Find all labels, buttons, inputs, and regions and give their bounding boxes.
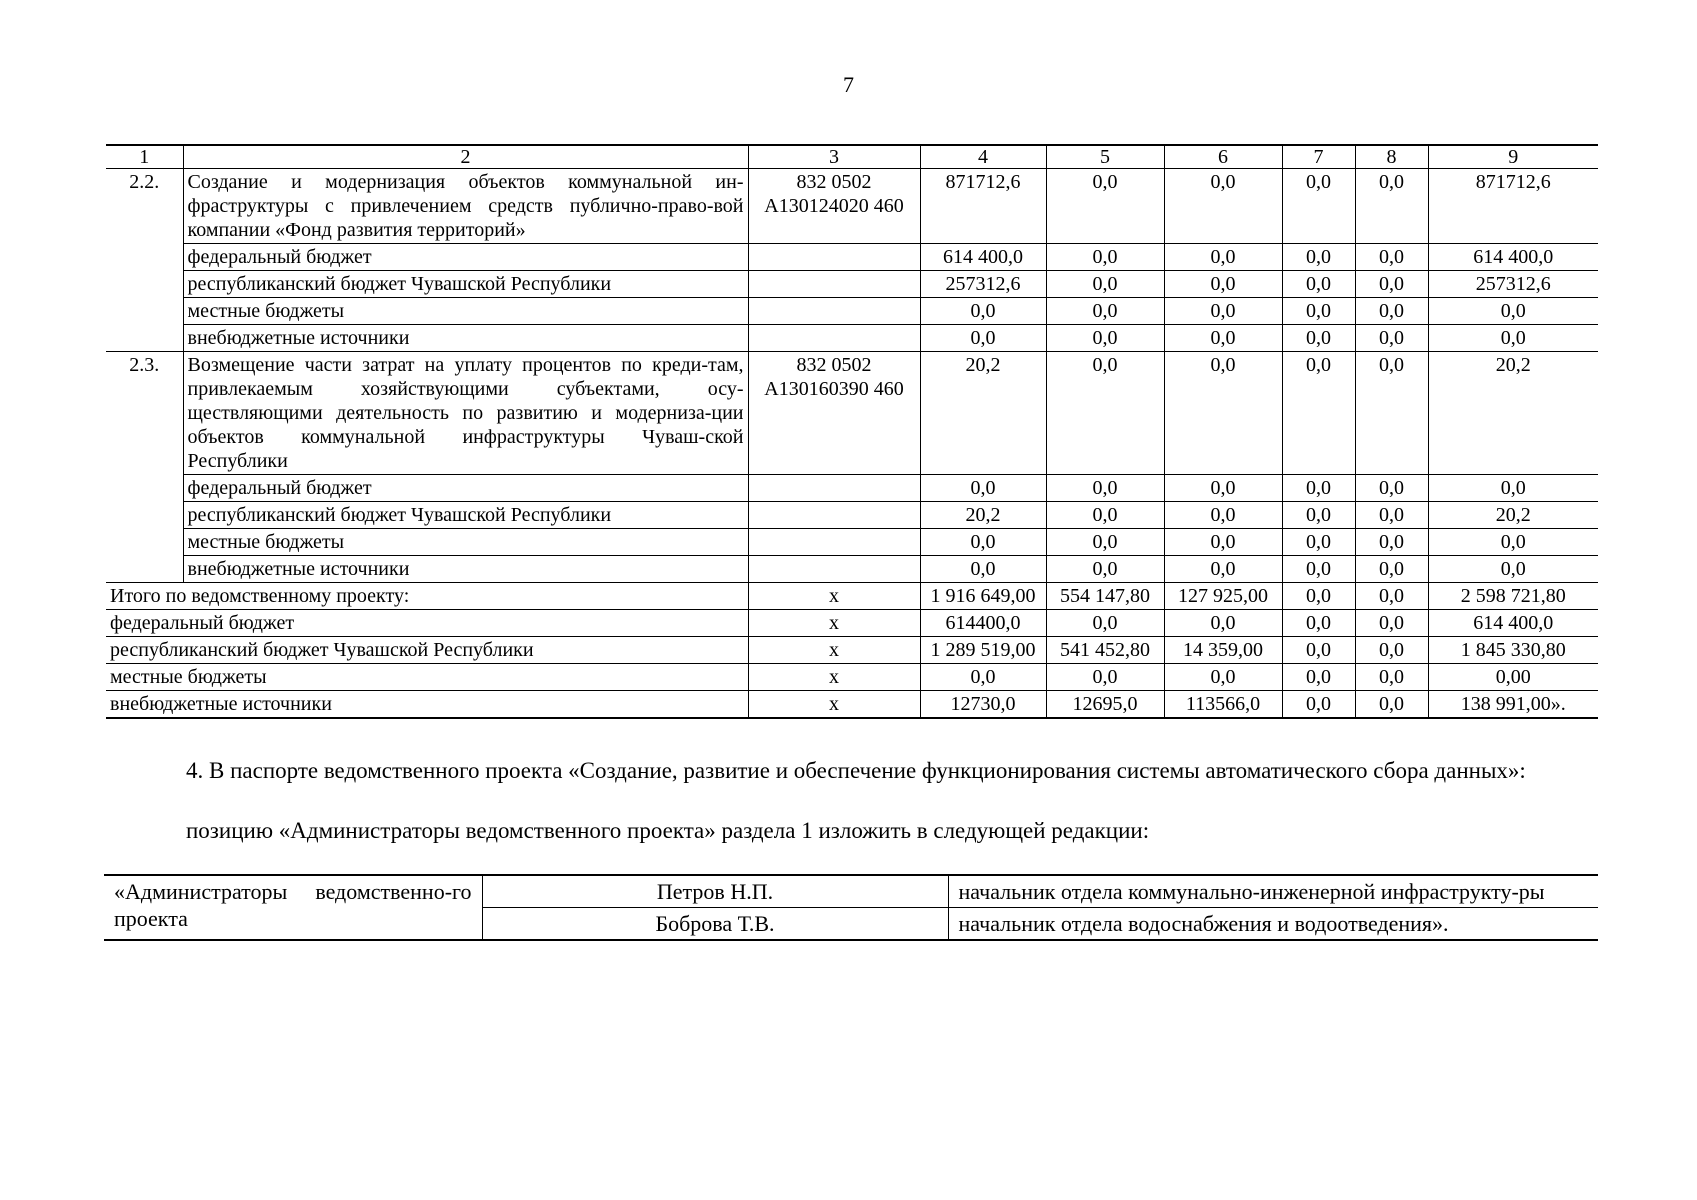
page-number: 7 (843, 72, 854, 97)
value-cell: 0,0 (1282, 244, 1355, 271)
value-cell: 0,0 (1046, 610, 1164, 637)
funding-source-label: местные бюджеты (183, 529, 748, 556)
funding-source-label: внебюджетные источники (183, 325, 748, 352)
funding-source-label: республиканский бюджет Чувашской Республики (183, 271, 748, 298)
value-cell: 14 359,00 (1164, 637, 1282, 664)
value-cell: 0,0 (1355, 637, 1428, 664)
table-row (106, 556, 1598, 583)
column-header: 8 (1355, 145, 1428, 169)
value-cell: 614 400,0 (920, 244, 1046, 271)
admin-name: Боброва Т.В. (482, 908, 948, 941)
value-cell: 0,0 (1282, 475, 1355, 502)
budget-code (748, 502, 920, 529)
value-cell: 0,0 (1046, 529, 1164, 556)
column-header: 1 (106, 145, 183, 169)
value-cell: 0,0 (1046, 244, 1164, 271)
column-header: 9 (1428, 145, 1598, 169)
budget-code (748, 529, 920, 556)
value-cell: 0,0 (1046, 664, 1164, 691)
table-row (106, 529, 1598, 556)
value-cell: 12730,0 (920, 691, 1046, 719)
table-row (106, 475, 1598, 502)
item-description: Возмещение части затрат на уплату процентов по креди-там, привлекаемым хозяйствующими субъектами, осу-ществляющими деятельность по развитию и модерниза-ции объектов коммунальной инфраструктуры Чуваш-ской Республики (183, 352, 748, 475)
value-cell: 0,0 (1164, 244, 1282, 271)
total-row (106, 637, 1598, 664)
value-cell: 1 845 330,80 (1428, 637, 1598, 664)
budget-code (748, 244, 920, 271)
budget-code: х (748, 637, 920, 664)
value-cell: 871712,6 (1428, 169, 1598, 244)
table-row (106, 298, 1598, 325)
total-label: республиканский бюджет Чувашской Республики (106, 637, 748, 664)
admin-label: «Администраторы ведомственно-го проекта (104, 875, 482, 940)
column-header: 3 (748, 145, 920, 169)
funding-source-label: местные бюджеты (183, 298, 748, 325)
value-cell: 0,0 (1282, 556, 1355, 583)
value-cell: 0,0 (1282, 352, 1355, 475)
value-cell: 0,00 (1428, 664, 1598, 691)
value-cell: 0,0 (920, 556, 1046, 583)
budget-code (748, 271, 920, 298)
table-row (106, 502, 1598, 529)
table-row (106, 271, 1598, 298)
value-cell: 0,0 (1355, 475, 1428, 502)
value-cell: 0,0 (1164, 475, 1282, 502)
value-cell: 0,0 (1282, 637, 1355, 664)
total-row (106, 610, 1598, 637)
value-cell: 2 598 721,80 (1428, 583, 1598, 610)
value-cell: 0,0 (1282, 610, 1355, 637)
column-header: 7 (1282, 145, 1355, 169)
table-row (106, 352, 1598, 475)
value-cell: 0,0 (1282, 583, 1355, 610)
total-label: федеральный бюджет (106, 610, 748, 637)
value-cell: 0,0 (1046, 169, 1164, 244)
value-cell: 0,0 (1355, 556, 1428, 583)
budget-code (748, 298, 920, 325)
paragraph-item-4: 4. В паспорте ведомственного проекта «Создание, развитие и обеспечение функционирования системы автоматического сбора данных»: (186, 758, 1526, 783)
value-cell: 871712,6 (920, 169, 1046, 244)
budget-table (106, 144, 1598, 719)
value-cell: 0,0 (1046, 271, 1164, 298)
column-header: 6 (1164, 145, 1282, 169)
value-cell: 0,0 (1355, 298, 1428, 325)
value-cell: 0,0 (920, 475, 1046, 502)
value-cell: 0,0 (920, 325, 1046, 352)
value-cell: 0,0 (1164, 352, 1282, 475)
value-cell: 0,0 (1164, 556, 1282, 583)
value-cell: 20,2 (1428, 502, 1598, 529)
admin-row (104, 875, 1598, 908)
value-cell: 1 289 519,00 (920, 637, 1046, 664)
table-row (106, 244, 1598, 271)
value-cell: 0,0 (1428, 298, 1598, 325)
value-cell: 0,0 (1164, 529, 1282, 556)
value-cell: 0,0 (1282, 664, 1355, 691)
value-cell: 0,0 (1282, 502, 1355, 529)
value-cell: 614400,0 (920, 610, 1046, 637)
item-number: 2.3. (106, 352, 183, 583)
value-cell: 0,0 (1046, 475, 1164, 502)
value-cell: 614 400,0 (1428, 244, 1598, 271)
budget-code: х (748, 610, 920, 637)
value-cell: 0,0 (1282, 298, 1355, 325)
value-cell: 0,0 (1164, 325, 1282, 352)
value-cell: 20,2 (1428, 352, 1598, 475)
table-row (106, 169, 1598, 244)
column-header: 2 (183, 145, 748, 169)
value-cell: 127 925,00 (1164, 583, 1282, 610)
budget-code (748, 556, 920, 583)
value-cell: 0,0 (1428, 325, 1598, 352)
funding-source-label: федеральный бюджет (183, 244, 748, 271)
value-cell: 0,0 (1282, 271, 1355, 298)
value-cell: 541 452,80 (1046, 637, 1164, 664)
value-cell: 1 916 649,00 (920, 583, 1046, 610)
value-cell: 257312,6 (920, 271, 1046, 298)
admin-position: начальник отдела водоснабжения и водоотведения». (948, 908, 1598, 941)
column-header: 5 (1046, 145, 1164, 169)
value-cell: 0,0 (1164, 271, 1282, 298)
total-label: внебюджетные источники (106, 691, 748, 719)
value-cell: 0,0 (1164, 664, 1282, 691)
funding-source-label: федеральный бюджет (183, 475, 748, 502)
budget-code: х (748, 664, 920, 691)
value-cell: 0,0 (1355, 583, 1428, 610)
budget-code: 832 0502 А130124020 460 (748, 169, 920, 244)
value-cell: 0,0 (1282, 169, 1355, 244)
value-cell: 0,0 (1428, 529, 1598, 556)
column-header: 4 (920, 145, 1046, 169)
value-cell: 257312,6 (1428, 271, 1598, 298)
value-cell: 0,0 (1164, 610, 1282, 637)
value-cell: 12695,0 (1046, 691, 1164, 719)
table-header-row (106, 145, 1598, 169)
value-cell: 0,0 (1355, 169, 1428, 244)
total-row (106, 691, 1598, 719)
value-cell: 20,2 (920, 502, 1046, 529)
value-cell: 554 147,80 (1046, 583, 1164, 610)
admin-position: начальник отдела коммунально-инженерной инфраструкту-ры (948, 875, 1598, 908)
value-cell: 20,2 (920, 352, 1046, 475)
value-cell: 0,0 (1282, 529, 1355, 556)
value-cell: 0,0 (1046, 298, 1164, 325)
item-description: Создание и модернизация объектов коммунальной ин-фраструктуры с привлечением средств публично-право-вой компании «Фонд развития территорий» (183, 169, 748, 244)
value-cell: 0,0 (1164, 298, 1282, 325)
value-cell: 0,0 (1164, 502, 1282, 529)
value-cell: 0,0 (1046, 352, 1164, 475)
value-cell: 0,0 (1355, 244, 1428, 271)
funding-source-label: республиканский бюджет Чувашской Республики (183, 502, 748, 529)
total-row (106, 583, 1598, 610)
budget-code (748, 325, 920, 352)
value-cell: 113566,0 (1164, 691, 1282, 719)
budget-code: 832 0502 А130160390 460 (748, 352, 920, 475)
value-cell: 0,0 (1164, 169, 1282, 244)
administrators-table (104, 874, 1598, 941)
value-cell: 0,0 (1355, 502, 1428, 529)
table-row (106, 325, 1598, 352)
value-cell: 0,0 (1355, 529, 1428, 556)
total-label: Итого по ведомственному проекту: (106, 583, 748, 610)
value-cell: 0,0 (1355, 271, 1428, 298)
value-cell: 0,0 (1355, 691, 1428, 719)
value-cell: 0,0 (1355, 325, 1428, 352)
value-cell: 0,0 (1282, 325, 1355, 352)
value-cell: 0,0 (1428, 475, 1598, 502)
total-row (106, 664, 1598, 691)
value-cell: 0,0 (1046, 502, 1164, 529)
value-cell: 0,0 (1428, 556, 1598, 583)
budget-code: х (748, 583, 920, 610)
value-cell: 0,0 (1282, 691, 1355, 719)
value-cell: 0,0 (920, 298, 1046, 325)
value-cell: 0,0 (1046, 325, 1164, 352)
value-cell: 138 991,00». (1428, 691, 1598, 719)
budget-code (748, 475, 920, 502)
total-label: местные бюджеты (106, 664, 748, 691)
value-cell: 0,0 (1355, 664, 1428, 691)
funding-source-label: внебюджетные источники (183, 556, 748, 583)
value-cell: 0,0 (1355, 352, 1428, 475)
value-cell: 0,0 (1046, 556, 1164, 583)
admin-name: Петров Н.П. (482, 875, 948, 908)
paragraph-administrators: позицию «Администраторы ведомственного проекта» раздела 1 изложить в следующей редакции: (186, 818, 1150, 843)
value-cell: 0,0 (920, 664, 1046, 691)
value-cell: 614 400,0 (1428, 610, 1598, 637)
budget-code: х (748, 691, 920, 719)
value-cell: 0,0 (920, 529, 1046, 556)
value-cell: 0,0 (1355, 610, 1428, 637)
item-number: 2.2. (106, 169, 183, 352)
